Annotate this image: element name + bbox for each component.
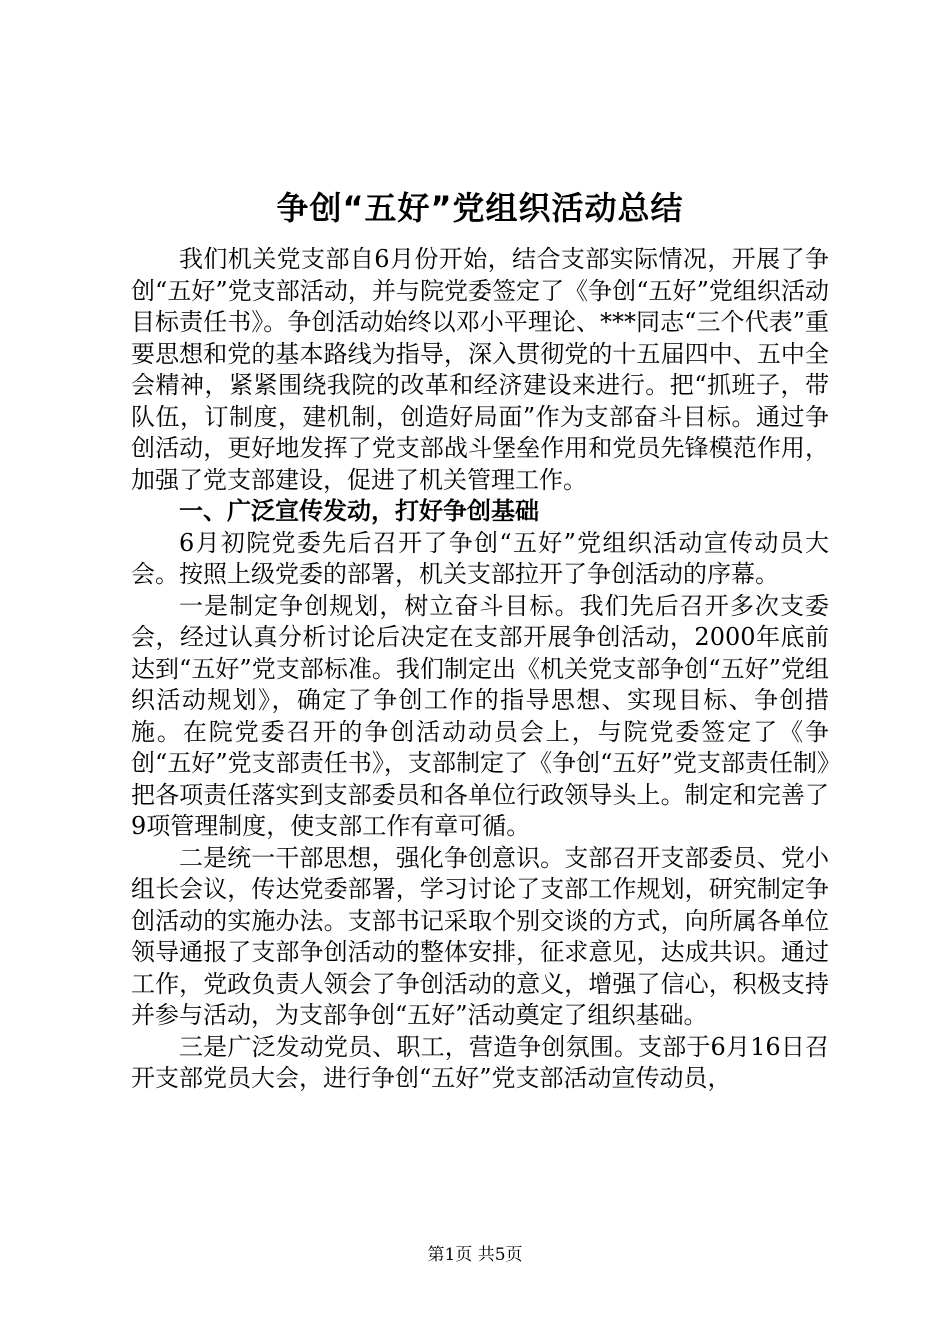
paragraph-point-two: 二是统一干部思想，强化争创意识。支部召开支部委员、党小组长会议，传达党委部署，学习讨论了支部工作规划，研究制定争创活动的实施办法。支部书记采取个别交谈的方式，向所属各单位领导通报了支部争创活动的整体安排，征求意见，达成共识。通过工作，党政负责人领会了争创活动的意义，增强了信心，积极支持并参与活动，为支部争创“五好”活动奠定了组织基础。: [131, 843, 829, 1029]
page-number-footer: 第1页 共5页: [427, 1245, 523, 1265]
document-title: 争创“五好”党组织活动总结: [276, 189, 684, 227]
paragraph-mobilization: 6月初院党委先后召开了争创“五好”党组织活动宣传动员大会。按照上级党委的部署，机关支部拉开了争创活动的序幕。: [131, 528, 829, 588]
section-heading: 一、广泛宣传发动，打好争创基础: [179, 497, 539, 525]
paragraph-intro: 我们机关党支部自6月份开始，结合支部实际情况，开展了争创“五好”党支部活动，并与院党委签定了《争创“五好”党组织活动目标责任书》。争创活动始终以邓小平理论、***同志“三个代表”重要思想和党的基本路线为指导，深入贯彻党的十五届四中、五中全会精神，紧紧围绕我院的改革和经济建设来进行。把“抓班子，带队伍，订制度，建机制，创造好局面”作为支部奋斗目标。通过争创活动，更好地发挥了党支部战斗堡垒作用和党员先锋模范作用，加强了党支部建设，促进了机关管理工作。: [131, 245, 829, 494]
document-body: [131, 186, 829, 1095]
paragraph-point-three: 三是广泛发动党员、职工，营造争创氛围。支部于6月16日召开支部党员大会，进行争创“五好”党支部活动宣传动员，: [131, 1032, 829, 1092]
paragraph-point-one: 一是制定争创规划，树立奋斗目标。我们先后召开多次支委会，经过认真分析讨论后决定在支部开展争创活动，2000年底前达到“五好”党支部标准。我们制定出《机关党支部争创“五好”党组织活动规划》，确定了争创工作的指导思想、实现目标、争创措施。在院党委召开的争创活动动员会上，与院党委签定了《争创“五好”党支部责任书》，支部制定了《争创“五好”党支部责任制》把各项责任落实到支部委员和各单位行政领导头上。制定和完善了9项管理制度，使支部工作有章可循。: [131, 591, 829, 840]
